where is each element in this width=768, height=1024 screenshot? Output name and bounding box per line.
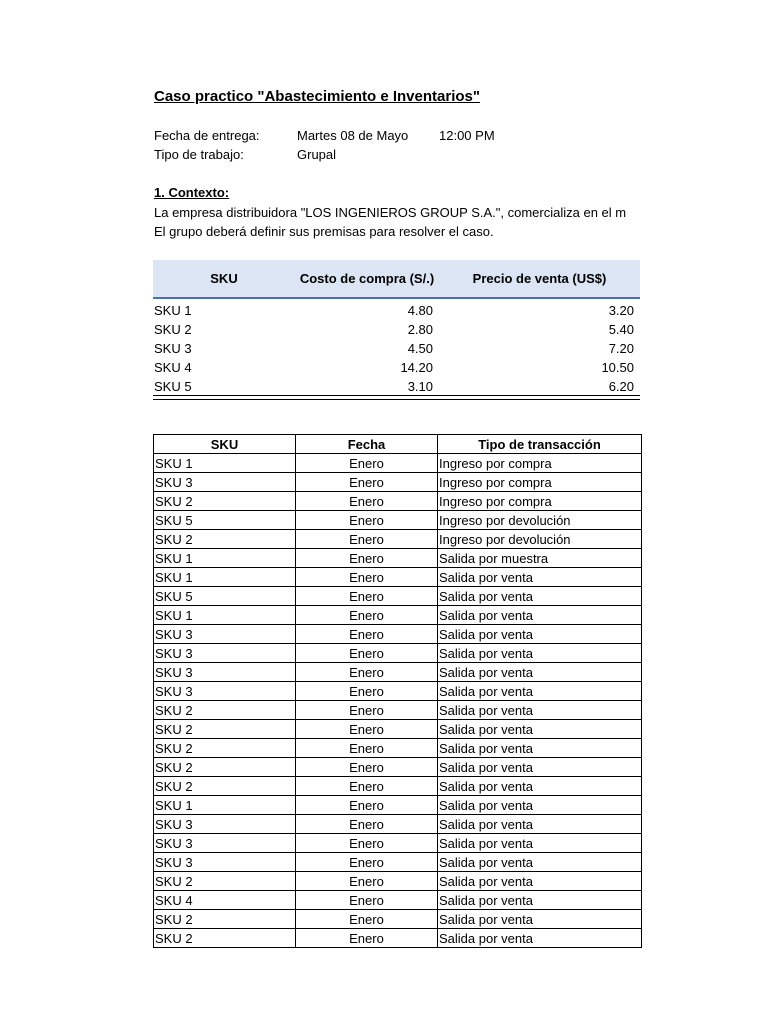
transactions-table-row [154, 606, 642, 625]
tipo-trabajo-value: Grupal [297, 147, 337, 162]
transactions-table-row [154, 872, 642, 891]
transactions-cell-fecha: Enero [296, 720, 438, 739]
transactions-cell-fecha: Enero [296, 473, 438, 492]
transactions-table-row [154, 511, 642, 530]
prices-table-row [153, 339, 640, 358]
transactions-cell-fecha: Enero [296, 891, 438, 910]
transactions-table-row [154, 682, 642, 701]
transactions-cell-fecha: Enero [296, 872, 438, 891]
transactions-cell-fecha: Enero [296, 834, 438, 853]
transactions-table-row [154, 834, 642, 853]
prices-cell-price: 5.40 [608, 322, 634, 337]
transactions-cell-fecha: Enero [296, 682, 438, 701]
transactions-table-row [154, 815, 642, 834]
transactions-table-row [154, 492, 642, 511]
transactions-cell-sku: SKU 1 [154, 606, 296, 625]
transactions-cell-sku: SKU 2 [154, 777, 296, 796]
transactions-cell-sku: SKU 4 [154, 891, 296, 910]
transactions-cell-fecha: Enero [296, 663, 438, 682]
transactions-cell-sku: SKU 1 [154, 796, 296, 815]
prices-table-double-rule [153, 395, 640, 400]
transactions-table-row [154, 549, 642, 568]
transactions-table-row [154, 568, 642, 587]
transactions-table-row [154, 530, 642, 549]
transactions-cell-sku: SKU 3 [154, 473, 296, 492]
transactions-cell-sku: SKU 3 [154, 853, 296, 872]
transactions-header-tipo: Tipo de transacción [438, 435, 642, 454]
transactions-cell-fecha: Enero [296, 568, 438, 587]
transactions-cell-sku: SKU 2 [154, 739, 296, 758]
transactions-cell-tipo: Salida por venta [438, 568, 642, 587]
prices-table-row [153, 320, 640, 339]
transactions-cell-tipo: Ingreso por compra [438, 473, 642, 492]
transactions-cell-fecha: Enero [296, 815, 438, 834]
prices-cell-sku: SKU 1 [154, 303, 192, 318]
transactions-cell-tipo: Salida por venta [438, 682, 642, 701]
transactions-cell-tipo: Salida por venta [438, 834, 642, 853]
transactions-cell-tipo: Ingreso por devolución [438, 530, 642, 549]
transactions-cell-tipo: Salida por venta [438, 777, 642, 796]
transactions-cell-fecha: Enero [296, 910, 438, 929]
transactions-cell-fecha: Enero [296, 511, 438, 530]
context-line-1: La empresa distribuidora "LOS INGENIEROS GROUP S.A.", comercializa en el m [154, 205, 627, 220]
transactions-table-row [154, 644, 642, 663]
transactions-cell-tipo: Salida por venta [438, 587, 642, 606]
transactions-cell-tipo: Salida por venta [438, 891, 642, 910]
transactions-cell-fecha: Enero [296, 758, 438, 777]
prices-cell-cost: 4.50 [407, 341, 433, 356]
transactions-cell-tipo: Salida por venta [438, 910, 642, 929]
transactions-table-row [154, 701, 642, 720]
transactions-cell-fecha: Enero [296, 492, 438, 511]
prices-table-row [153, 298, 640, 320]
prices-cell-price: 6.20 [608, 379, 634, 394]
fecha-entrega-value: Martes 08 de Mayo [297, 128, 409, 143]
transactions-table-row [154, 473, 642, 492]
transactions-table-row [154, 454, 642, 473]
prices-cell-cost: 2.80 [407, 322, 433, 337]
prices-header-cost: Costo de compra (S/.) [295, 260, 439, 298]
transactions-cell-fecha: Enero [296, 701, 438, 720]
transactions-table-row [154, 625, 642, 644]
transactions-cell-sku: SKU 2 [154, 758, 296, 777]
prices-header-price: Precio de venta (US$) [439, 260, 640, 298]
transactions-table-row [154, 777, 642, 796]
transactions-cell-sku: SKU 2 [154, 701, 296, 720]
transactions-cell-fecha: Enero [296, 530, 438, 549]
transactions-table-row [154, 910, 642, 929]
transactions-cell-fecha: Enero [296, 796, 438, 815]
prices-header-sku: SKU [153, 260, 295, 298]
transactions-cell-sku: SKU 3 [154, 815, 296, 834]
prices-header-row [153, 260, 640, 298]
transactions-cell-tipo: Salida por venta [438, 758, 642, 777]
prices-cell-sku: SKU 4 [154, 360, 192, 375]
context-line-2: El grupo deberá definir sus premisas para resolver el caso. [154, 224, 494, 239]
tipo-trabajo-label: Tipo de trabajo: [154, 147, 244, 162]
transactions-cell-tipo: Salida por muestra [438, 549, 642, 568]
transactions-table [153, 434, 642, 948]
transactions-cell-fecha: Enero [296, 644, 438, 663]
transactions-cell-sku: SKU 1 [154, 549, 296, 568]
transactions-cell-tipo: Salida por venta [438, 739, 642, 758]
transactions-table-row [154, 587, 642, 606]
transactions-cell-sku: SKU 2 [154, 929, 296, 948]
prices-table [153, 260, 640, 396]
transactions-table-row [154, 853, 642, 872]
transactions-cell-tipo: Salida por venta [438, 853, 642, 872]
transactions-cell-sku: SKU 3 [154, 644, 296, 663]
transactions-cell-sku: SKU 3 [154, 625, 296, 644]
prices-cell-cost: 4.80 [407, 303, 433, 318]
transactions-cell-tipo: Salida por venta [438, 815, 642, 834]
transactions-table-row [154, 891, 642, 910]
fecha-entrega-label: Fecha de entrega: [154, 128, 260, 143]
transactions-header-sku: SKU [154, 435, 296, 454]
transactions-cell-sku: SKU 3 [154, 663, 296, 682]
transactions-cell-fecha: Enero [296, 587, 438, 606]
document-title: Caso practico "Abastecimiento e Inventarios" [154, 88, 480, 105]
transactions-cell-tipo: Salida por venta [438, 644, 642, 663]
prices-cell-sku: SKU 3 [154, 341, 192, 356]
transactions-cell-sku: SKU 5 [154, 511, 296, 530]
transactions-cell-fecha: Enero [296, 606, 438, 625]
prices-cell-cost: 14.20 [400, 360, 433, 375]
transactions-cell-sku: SKU 1 [154, 454, 296, 473]
transactions-cell-sku: SKU 2 [154, 872, 296, 891]
transactions-cell-fecha: Enero [296, 625, 438, 644]
transactions-cell-tipo: Salida por venta [438, 929, 642, 948]
transactions-cell-sku: SKU 2 [154, 720, 296, 739]
prices-cell-sku: SKU 5 [154, 379, 192, 394]
transactions-cell-sku: SKU 1 [154, 568, 296, 587]
transactions-cell-tipo: Salida por venta [438, 796, 642, 815]
transactions-cell-sku: SKU 2 [154, 910, 296, 929]
transactions-cell-fecha: Enero [296, 739, 438, 758]
prices-cell-price: 7.20 [608, 341, 634, 356]
transactions-cell-sku: SKU 5 [154, 587, 296, 606]
transactions-table-row [154, 663, 642, 682]
transactions-header-row [154, 435, 642, 454]
transactions-cell-fecha: Enero [296, 853, 438, 872]
transactions-cell-sku: SKU 3 [154, 682, 296, 701]
transactions-table-row [154, 796, 642, 815]
prices-cell-sku: SKU 2 [154, 322, 192, 337]
transactions-cell-fecha: Enero [296, 777, 438, 796]
transactions-cell-sku: SKU 2 [154, 492, 296, 511]
prices-cell-price: 3.20 [608, 303, 634, 318]
transactions-table-row [154, 758, 642, 777]
transactions-cell-sku: SKU 2 [154, 530, 296, 549]
transactions-cell-tipo: Salida por venta [438, 720, 642, 739]
fecha-entrega-time: 12:00 PM [439, 128, 495, 143]
prices-cell-price: 10.50 [601, 360, 634, 375]
transactions-cell-tipo: Salida por venta [438, 625, 642, 644]
transactions-cell-fecha: Enero [296, 454, 438, 473]
transactions-cell-tipo: Salida por venta [438, 606, 642, 625]
transactions-cell-fecha: Enero [296, 929, 438, 948]
prices-table-row [153, 377, 640, 396]
transactions-cell-tipo: Ingreso por compra [438, 454, 642, 473]
transactions-cell-fecha: Enero [296, 549, 438, 568]
transactions-table-row [154, 720, 642, 739]
transactions-cell-tipo: Salida por venta [438, 663, 642, 682]
transactions-table-row [154, 929, 642, 948]
context-heading: 1. Contexto: [154, 185, 230, 200]
transactions-cell-tipo: Salida por venta [438, 872, 642, 891]
transactions-table-row [154, 739, 642, 758]
transactions-cell-sku: SKU 3 [154, 834, 296, 853]
prices-cell-cost: 3.10 [407, 379, 433, 394]
prices-table-row [153, 358, 640, 377]
transactions-header-fecha: Fecha [296, 435, 438, 454]
transactions-cell-tipo: Ingreso por compra [438, 492, 642, 511]
transactions-cell-tipo: Ingreso por devolución [438, 511, 642, 530]
transactions-cell-tipo: Salida por venta [438, 701, 642, 720]
